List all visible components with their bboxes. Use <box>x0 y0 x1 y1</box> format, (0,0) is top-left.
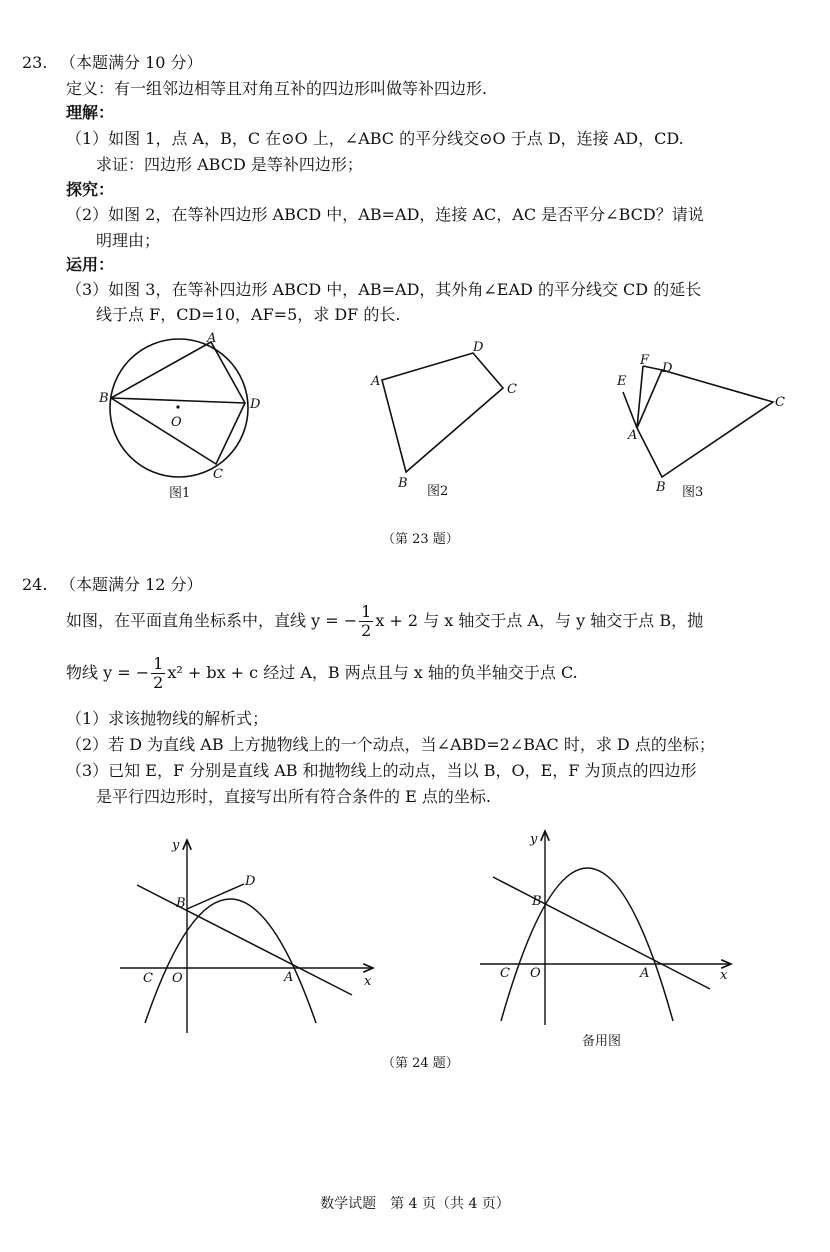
g1-label-a: A <box>284 970 294 985</box>
q24-line2-b: x² + bx + c 经过 A，B 两点且与 x 轴的负半轴交于点 C. <box>167 663 578 682</box>
q23-figure-2 <box>365 335 535 500</box>
fig3-label-c: C <box>775 395 785 410</box>
g2-label-a: A <box>640 966 650 981</box>
g2-label-c: C <box>500 966 510 981</box>
q24-part2: （2）若 D 为直线 AB 上方抛物线上的一个动点，当∠ABD=2∠BAC 时，求 D 点的坐标； <box>66 735 715 754</box>
fig3-label-a: A <box>628 428 638 443</box>
fig3-label-e: E <box>617 374 627 389</box>
g2-label-o: O <box>530 966 541 981</box>
g2-label-x: x <box>720 968 728 983</box>
q24-part1: （1）求该抛物线的解析式； <box>66 709 269 728</box>
q24-number: 24. <box>22 575 48 594</box>
fig1-label-d: D <box>250 397 261 412</box>
g2-label-y: y <box>530 832 538 847</box>
q23-definition: 定义：有一组邻边相等且对角互补的四边形叫做等补四边形. <box>66 79 488 98</box>
q23-part3-line1: （3）如图 3，在等补四边形 ABCD 中，AB=AD，其外角∠EAD 的平分线交 CD 的延长 <box>66 280 702 299</box>
q24-score: （本题满分 12 分） <box>60 575 203 594</box>
q24-fraction-2: $\frac{1}{2}$ <box>153 654 164 692</box>
q23-part2-line2: 明理由； <box>96 231 161 250</box>
q24-intro-line <box>66 603 703 640</box>
q24-line2 <box>66 655 578 692</box>
g1-label-d: D <box>245 874 256 889</box>
q23-understand-heading: 理解： <box>66 103 115 122</box>
q24-fraction-1: $\frac{1}{2}$ <box>361 602 372 640</box>
q23-part1-line2: 求证：四边形 ABCD 是等补四边形； <box>96 155 363 174</box>
fig3-label-f: F <box>640 353 650 368</box>
fig2-label-c: C <box>507 382 517 397</box>
fig3-caption: 图3 <box>682 485 704 500</box>
fig1-label-b: B <box>99 391 109 406</box>
g2-label-b: B <box>532 894 542 909</box>
g1-label-b: B <box>176 896 186 911</box>
g1-label-y: y <box>172 838 180 853</box>
q24-intro-a: 如图，在平面直角坐标系中，直线 y = − <box>66 611 358 630</box>
q23-caption: （第 23 题） <box>382 532 459 547</box>
q24-graph-main <box>110 825 390 1040</box>
q23-score: （本题满分 10 分） <box>60 53 203 72</box>
q24-part3-line2: 是平行四边形时，直接写出所有符合条件的 E 点的坐标. <box>96 787 491 806</box>
fig2-label-d: D <box>473 340 484 355</box>
fig2-caption: 图2 <box>427 484 449 499</box>
fig3-label-b: B <box>656 480 666 495</box>
g1-label-x: x <box>364 974 372 989</box>
q23-apply-heading: 运用： <box>66 255 115 274</box>
page-footer: 数学试题 第 4 页（共 4 页） <box>320 1196 510 1212</box>
g1-label-o: O <box>172 971 183 986</box>
q24-caption: （第 24 题） <box>382 1056 459 1071</box>
fig3-label-d: D <box>662 361 673 376</box>
fig1-label-c: C <box>213 467 223 482</box>
q23-part2-line1: （2）如图 2，在等补四边形 ABCD 中，AB=AD，连接 AC，AC 是否平分∠BCD？请说 <box>66 205 704 224</box>
fig1-label-o: O <box>171 415 182 430</box>
q23-part3-line2: 线于点 F，CD=10，AF=5，求 DF 的长. <box>96 305 401 324</box>
q24-line2-a: 物线 y = − <box>66 663 150 682</box>
q24-intro-b: x + 2 与 x 轴交于点 A，与 y 轴交于点 B，抛 <box>375 611 704 630</box>
q23-part1-line1: （1）如图 1，点 A，B，C 在⊙O 上，∠ABC 的平分线交⊙O 于点 D，连接 AD，CD. <box>66 129 684 148</box>
g1-label-c: C <box>143 971 153 986</box>
q23-number: 23. <box>22 53 48 72</box>
q23-figure-1 <box>95 330 265 505</box>
fig1-caption: 图1 <box>169 486 191 501</box>
q23-explore-heading: 探究： <box>66 180 115 199</box>
q23-figure-3 <box>610 345 795 505</box>
fig2-label-a: A <box>371 374 381 389</box>
fig1-label-a: A <box>207 331 217 346</box>
q24-part3-line1: （3）已知 E，F 分别是直线 AB 和抛物线上的动点，当以 B，O，E，F 为顶点的四边形 <box>66 761 697 780</box>
q24-spare-caption: 备用图 <box>582 1034 622 1049</box>
fig2-label-b: B <box>398 476 408 491</box>
q24-graph-spare <box>468 825 748 1040</box>
